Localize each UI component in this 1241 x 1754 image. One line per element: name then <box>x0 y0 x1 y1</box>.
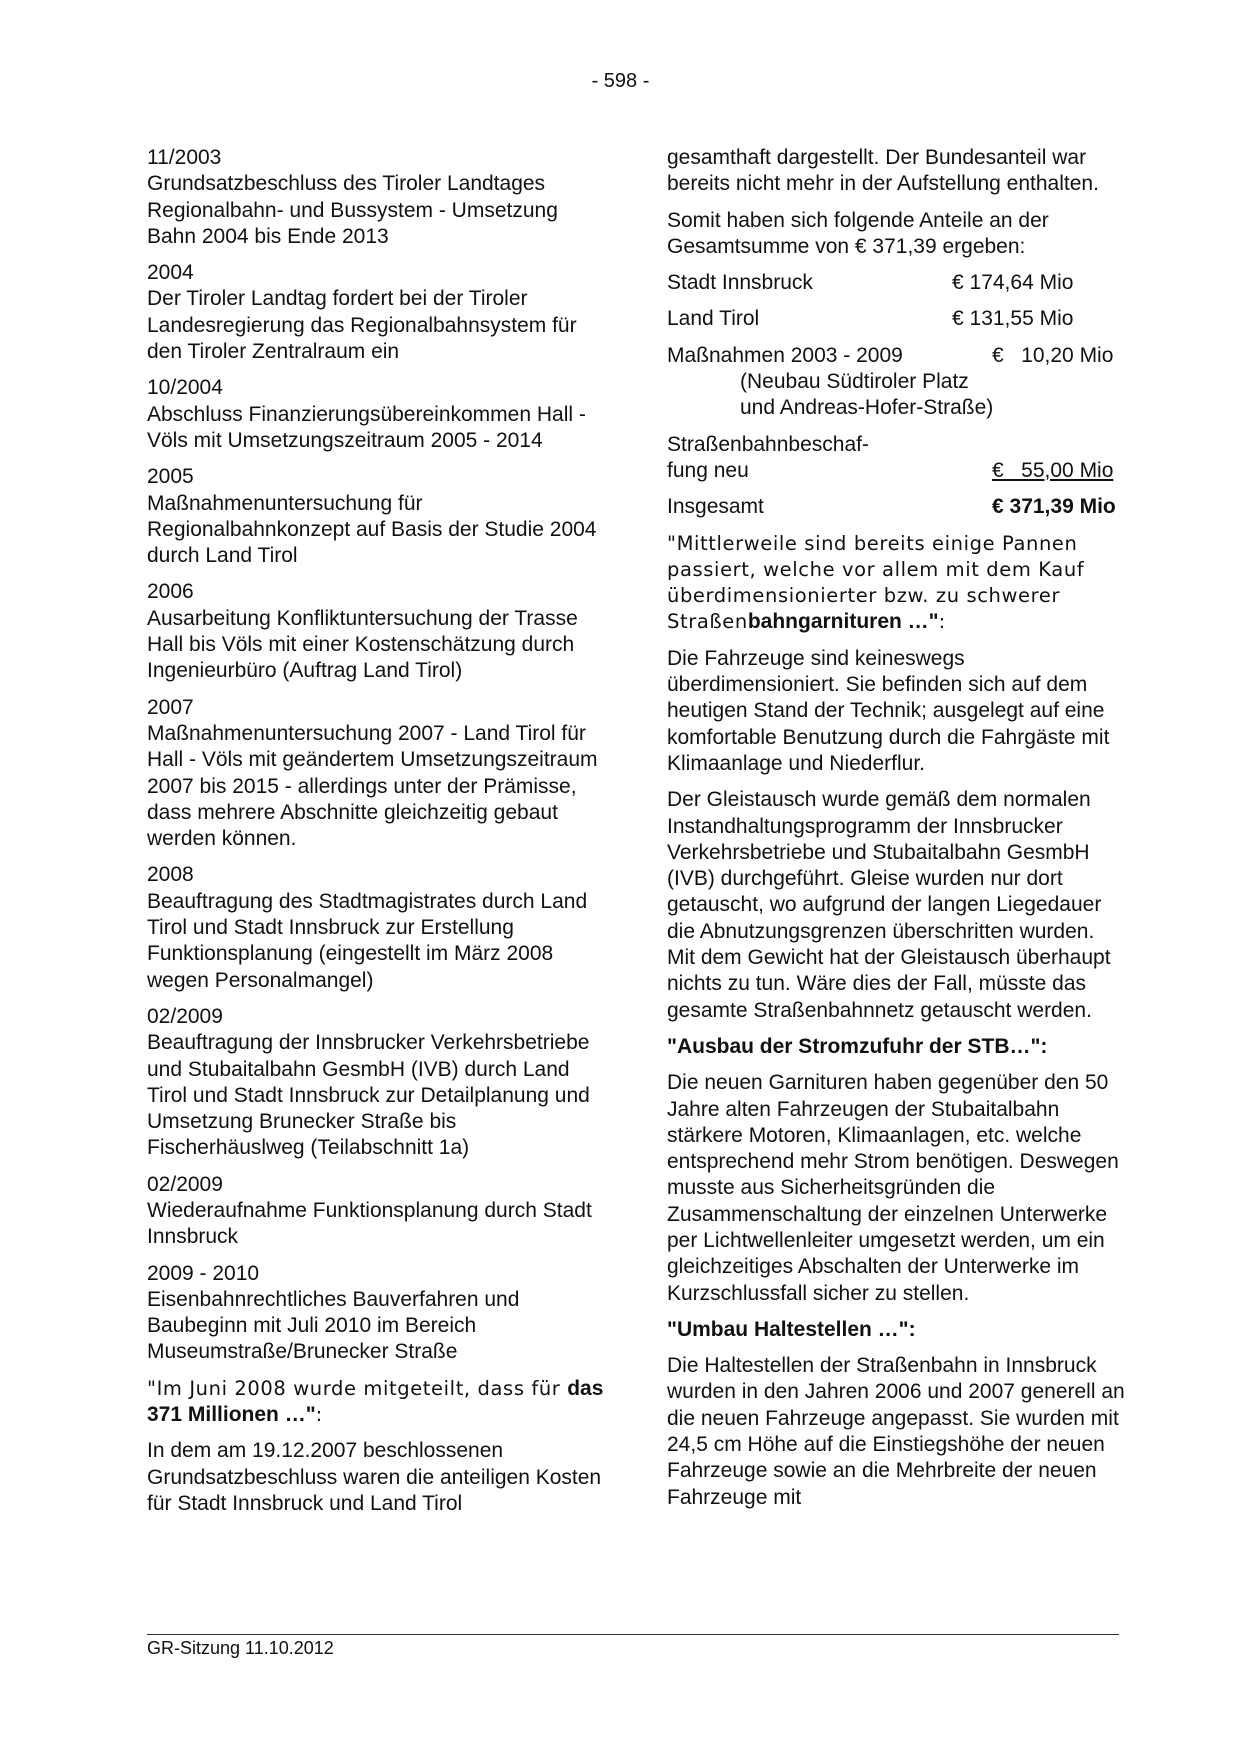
share-row-massnahmen <box>667 343 1127 422</box>
timeline-entry <box>147 145 607 250</box>
timeline-entry <box>147 464 607 569</box>
right-column <box>667 145 1127 1521</box>
share-amount: € 131,55 Mio <box>952 307 1074 331</box>
timeline-entry <box>147 1004 607 1162</box>
footer-divider <box>147 1634 1119 1635</box>
timeline-text: Ausarbeitung Konfliktuntersuchung der Trasse Hall bis Völs mit einer Kostenschätzung durch Ingenieurbüro (Auftrag Land Tirol) <box>147 606 578 683</box>
share-amount: € 10,20 Mio <box>992 343 1114 367</box>
paragraph: gesamthaft dargestellt. Der Bundesanteil war bereits nicht mehr in der Aufstellung enthalten. <box>667 146 1099 196</box>
timeline-text: Beauftragung der Innsbrucker Verkehrsbetriebe und Stubaitalbahn GesmbH (IVB) durch Land Tirol und Stadt Innsbruck zur Detailplanung und Umsetzung Brunecker Straße bis Fischerhäuslweg (Teilabschnitt 1a) <box>147 1031 590 1160</box>
share-label: Maßnahmen 2003 - 2009 <box>667 343 903 367</box>
quote-heading: "Im Juni 2008 wurde mitgeteilt, dass für das 371 Millionen …": <box>147 1376 604 1427</box>
share-row-stadt <box>667 270 1127 296</box>
timeline-entry <box>147 862 607 993</box>
paragraph: Die Haltestellen der Straßenbahn in Innsbruck wurden in den Jahren 2006 und 2007 generell an die neuen Fahrzeuge angepasst. Sie wurden mit 24,5 cm Höhe auf die Einstiegshöhe der neuen Fahrzeuge sowie an die Mehrbreite der neuen Fahrzeuge mit <box>667 1354 1125 1509</box>
share-note: (Neubau Südtiroler Platz <box>740 370 969 394</box>
timeline-entry <box>147 1261 607 1366</box>
share-amount: € 55,00 Mio <box>992 458 1114 482</box>
timeline-date: 2008 <box>147 863 194 887</box>
paragraph: Die neuen Garnituren haben gegenüber den 50 Jahre alten Fahrzeugen der Stubaitalbahn stärkere Motoren, Klimaanlagen, etc. welche entsprechend mehr Strom benötigen. Deswegen musste aus Sicherheitsgründen die Zusammenschaltung der einzelnen Unterwerke per Lichtwellenleiter umgesetzt werden, um ein gleichzeitiges Abschalten der Unterwerke im Kurzschlussfall sicher zu stellen. <box>667 1071 1119 1305</box>
share-amount: € 174,64 Mio <box>952 271 1074 295</box>
paragraph: Der Gleistausch wurde gemäß dem normalen Instandhaltungsprogramm der Innsbrucker Verkehrsbetriebe und Stubaitalbahn GesmbH (IVB) durchgeführt. Gleise wurden nur dort getauscht, wo aufgrund der langen Liegedauer die Abnutzungsgrenzen überschritten wurden. Mit dem Gewicht hat der Gleistausch überhaupt nichts zu tun. Wäre dies der Fall, müsste das gesamte Straßenbahnnetz getauscht werden. <box>667 788 1111 1022</box>
share-amount: € 371,39 Mio <box>992 495 1116 519</box>
timeline-date: 02/2009 <box>147 1004 223 1028</box>
footer: GR-Sitzung 11.10.2012 <box>147 1638 334 1658</box>
timeline-date: 2009 - 2010 <box>147 1261 260 1285</box>
share-row-strassenbahn <box>667 432 1127 485</box>
timeline-text: Grundsatzbeschluss des Tiroler Landtages Regionalbahn- und Bussystem - Umsetzung Bahn 2004 bis Ende 2013 <box>147 172 558 248</box>
timeline-text: Eisenbahnrechtliches Bauverfahren und Baubeginn mit Juli 2010 im Bereich Museumstraße/Brunecker Straße <box>147 1287 520 1364</box>
timeline-entry <box>147 260 607 365</box>
timeline-text: Maßnahmenuntersuchung 2007 - Land Tirol für Hall - Völs mit geändertem Umsetzungszeitraum 2007 bis 2015 - allerdings unter der Prämisse, dass mehrere Abschnitte gleichzeitig gebaut werden können. <box>147 721 598 851</box>
timeline-entry <box>147 579 607 684</box>
timeline-date: 11/2003 <box>147 146 222 169</box>
timeline-date: 2004 <box>147 261 194 285</box>
timeline-text: Maßnahmenuntersuchung für Regionalbahnkonzept auf Basis der Studie 2004 durch Land Tirol <box>147 491 597 568</box>
share-label: Land Tirol <box>667 307 760 331</box>
timeline-entry <box>147 375 607 454</box>
timeline-date: 10/2004 <box>147 376 223 400</box>
timeline-text: Der Tiroler Landtag fordert bei der Tiroler Landesregierung das Regionalbahnsystem für den Tiroler Zentralraum ein <box>147 287 577 364</box>
timeline-text: Beauftragung des Stadtmagistrates durch Land Tirol und Stadt Innsbruck zur Erstellung Funktionsplanung (eingestellt im März 2008 wegen Personalmangel) <box>147 889 588 992</box>
quote-heading: "Mittlerweile sind bereits einige Pannen passiert, welche vor allem mit dem Kauf überdimensionierter bzw. zu schwerer Straßenbahngarnituren …": <box>667 531 1085 634</box>
share-label: fung neu <box>667 458 749 482</box>
timeline-entry <box>147 695 607 853</box>
share-label: Stadt Innsbruck <box>667 271 813 295</box>
timeline-date: 2007 <box>147 695 194 719</box>
paragraph: Die Fahrzeuge sind keineswegs überdimensioniert. Sie befinden sich auf dem heutigen Stand der Technik; ausgelegt auf eine komfortable Benutzung durch die Fahrgäste mit Klimaanlage und Niederflur. <box>667 646 1110 775</box>
share-label: Straßenbahnbeschaf- <box>667 432 869 456</box>
paragraph: Somit haben sich folgende Anteile an der Gesamtsumme von € 371,39 ergeben: <box>667 208 1049 258</box>
timeline-date: 2006 <box>147 580 194 604</box>
share-label: Insgesamt <box>667 495 764 519</box>
quote-bold: bahngarnituren …" <box>747 610 939 634</box>
section-heading: "Umbau Haltestellen …": <box>667 1317 916 1341</box>
timeline-entry <box>147 1172 607 1251</box>
share-row-total <box>667 494 1127 520</box>
timeline-date: 02/2009 <box>147 1172 223 1196</box>
left-column <box>147 145 607 1527</box>
share-row-land <box>667 306 1127 332</box>
page-number: - 598 - <box>591 70 650 92</box>
timeline-text: Abschluss Finanzierungsübereinkommen Hall - Völs mit Umsetzungszeitraum 2005 - 2014 <box>147 402 586 452</box>
section-heading: "Ausbau der Stromzufuhr der STB…": <box>667 1034 1048 1058</box>
timeline-text: Wiederaufnahme Funktionsplanung durch Stadt Innsbruck <box>147 1198 592 1249</box>
share-note: und Andreas-Hofer-Straße) <box>740 396 994 420</box>
quote-bold: das 371 Millionen …" <box>147 1376 604 1427</box>
timeline-date: 2005 <box>147 465 194 489</box>
paragraph: In dem am 19.12.2007 beschlossenen Grundsatzbeschluss waren die anteiligen Kosten für Stadt Innsbruck und Land Tirol <box>147 1439 602 1515</box>
